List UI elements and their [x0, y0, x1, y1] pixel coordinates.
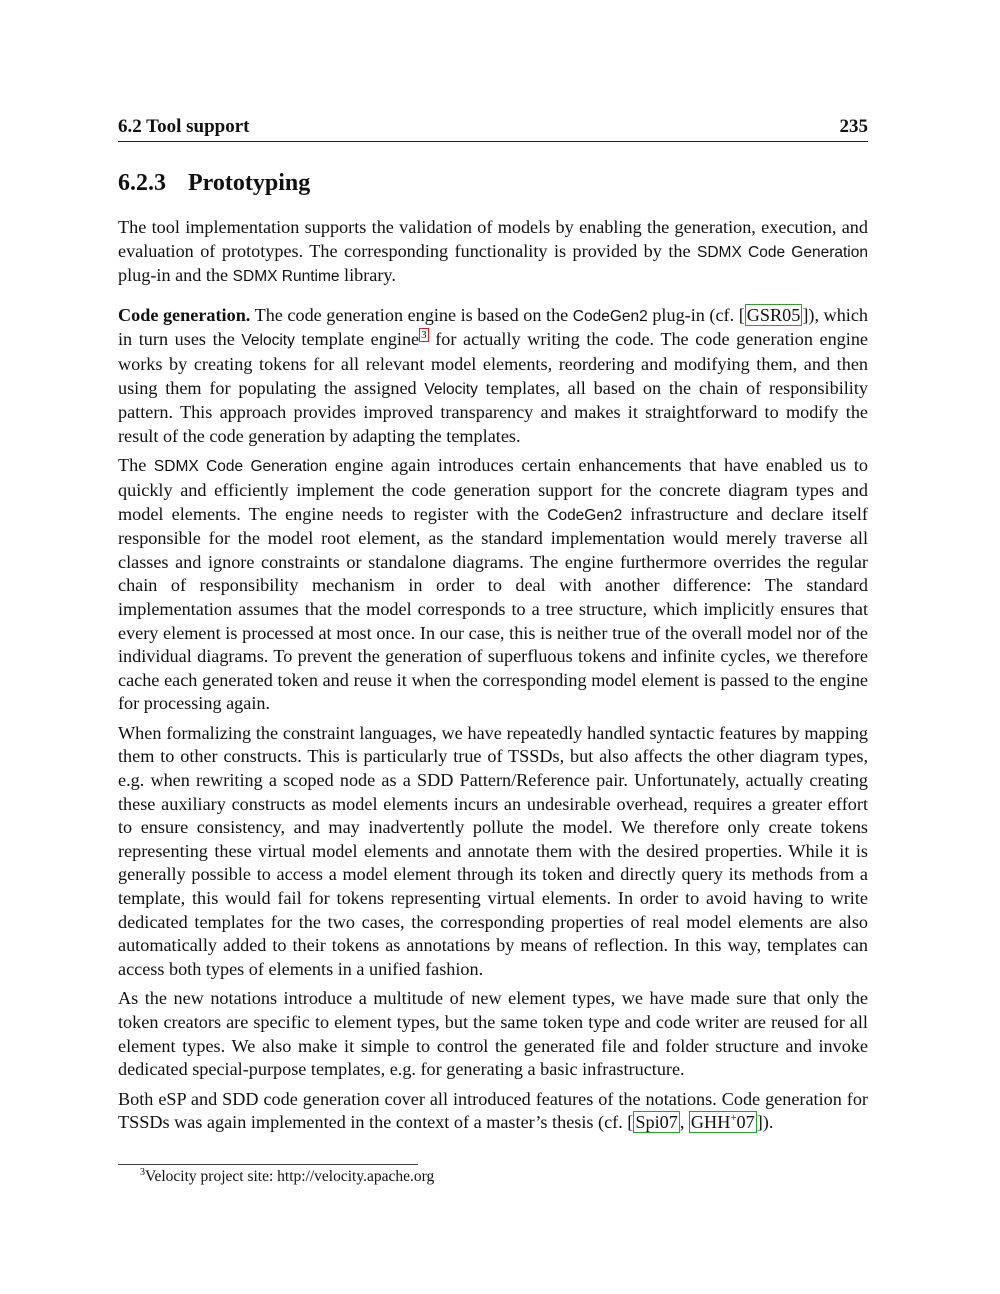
footnote-rule	[118, 1164, 418, 1165]
citation-link[interactable]	[689, 1111, 757, 1133]
text-run: The code generation engine is based on the	[250, 304, 573, 325]
paragraph-intro	[118, 216, 868, 289]
tool-name: CodeGen2	[572, 307, 648, 325]
tool-name: Velocity	[424, 380, 478, 398]
running-header	[118, 116, 868, 142]
footnote-ref-link[interactable]: 3	[421, 329, 427, 342]
footnote	[140, 1168, 434, 1186]
section-heading	[118, 170, 310, 197]
citation-superscript: +	[730, 1112, 737, 1125]
running-header-section: 6.2 Tool support	[118, 116, 250, 137]
citation-link[interactable]: GSR05	[746, 304, 801, 325]
text-run: Both eSP and SDD code generation cover all introduced features of the notations. Code generation for TSSDs was again implemented in the context of a master’s thesis (cf. [	[118, 1088, 868, 1133]
citation-link[interactable]: Spi07	[635, 1112, 678, 1133]
text-run: templates, all based on the chain of responsibility pattern. This approach provides improved transparency and makes it straightforward to modify the result of the code generation by adapting the templates.	[118, 377, 869, 446]
paragraph-element-types: As the new notations introduce a multitude of new element types, we have made sure that only the token creators are specific to element types, but the same token type and code writer are reused for all element types. We also make it simple to control the generated file and folder structure and invoke dedicated special-purpose templates, e.g. for generating a basic infrastructure.	[118, 988, 868, 1080]
footnote-text: Velocity project site: http://velocity.apache.org	[145, 1168, 435, 1185]
paragraph-coverage	[118, 1088, 868, 1135]
text-run: plug-in (cf. [	[647, 304, 745, 325]
tool-name: Velocity	[241, 332, 295, 350]
paragraph-engine-enhancements	[118, 454, 868, 716]
tool-name: SDMX Code Generation	[153, 458, 328, 476]
paragraph-code-generation	[118, 304, 868, 449]
section-title: Prototyping	[188, 170, 311, 196]
text-run: infrastructure and declare itself responsible for the model root element, as the standard implementation would merely traverse all classes and ignore constraints or standalone diagrams. The engine furthermore overrides the regular chain of responsibility mechanism in order to deal with another difference: The standard implementation assumes that the model corresponds to a tree structure, which implicitly ensures that every element is processed at most once. In our case, this is neither true of the overall model nor of the individual diagrams. To prevent the generation of superfluous tokens and infinite cycles, we therefore cache each generated token and reuse it when the corresponding model element is passed to the engine for processing again.	[118, 503, 868, 714]
text-run: for actually writing the code. The code generation engine works by creating tokens for all relevant model elements, reordering and modifying them, and then using them for populating the assigned	[118, 329, 868, 398]
paragraph-constraint-languages: When formalizing the constraint languages, we have repeatedly handled syntactic features by mapping them to other constructs. This is particularly true of TSSDs, but also affects the other diagram types, e.g. when rewriting a scoped node as a SDD Pattern/Reference pair. Unfortunately, actually creating these auxiliary constructs as model elements incurs an undesirable overhead, requires a greater effort to ensure consistency, and may inadvertently pollute the model. We therefore only create tokens representing these virtual model elements and annotate them with the desired properties. While it is generally possible to access a model element through its token and directly query its methods from a template, this would fail for tokens representing virtual elements. In order to avoid having to write dedicated templates for the two cases, the corresponding properties of real model elements are also automatically added to their tokens as annotations by means of reflection. In this way, templates can access both types of elements in a unified fashion.	[118, 722, 868, 979]
text-run: ]).	[756, 1112, 774, 1133]
text-run: The tool implementation supports the validation of models by enabling the generation, execution, and evaluation of prototypes. The corresponding functionality is provided by the	[118, 217, 868, 261]
text-run: ]), which in turn uses the	[118, 304, 869, 350]
tool-name: SDMX Code Generation	[697, 243, 868, 261]
body-text	[118, 216, 868, 1141]
run-in-heading: Code generation.	[118, 304, 251, 325]
citation-text: 07	[736, 1112, 755, 1133]
tool-name: SDMX Runtime	[232, 268, 340, 286]
text-run: The	[118, 455, 154, 476]
text-run: engine again introduces certain enhancements that have enabled us to quickly and efficiently implement the code generation support for the concrete diagram types and model elements. The engine needs to register with the	[118, 455, 869, 524]
text-run: ,	[679, 1112, 689, 1133]
page-number: 235	[839, 116, 868, 137]
text-run: plug-in and the	[118, 265, 233, 286]
tool-name: CodeGen2	[547, 506, 623, 524]
citation-text: GHH	[690, 1112, 731, 1133]
text-run: template engine	[294, 329, 420, 350]
section-number: 6.2.3	[118, 170, 166, 196]
text-run: library.	[339, 265, 396, 286]
footnote-mark: 3	[140, 1166, 145, 1178]
